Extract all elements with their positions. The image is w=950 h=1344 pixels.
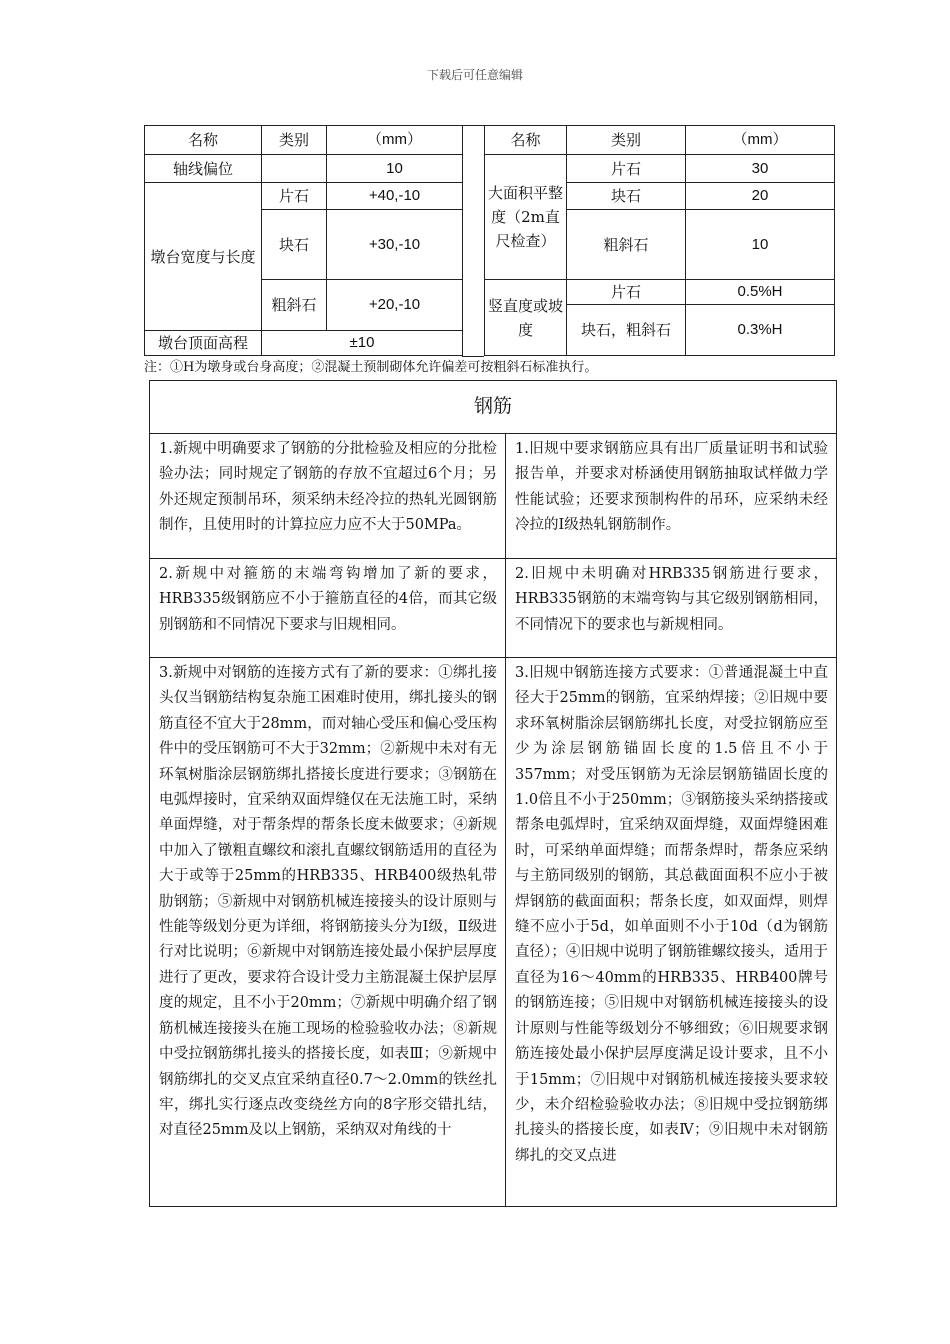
rebar-new-1: 1.新规中明确要求了钢筋的分批检验及相应的分批检验办法；同时规定了钢筋的存放不宜超过6个月；另外还规定预制吊环，须采纳未经冷拉的热轧光圆钢筋制作，且使用时的计算拉应力应不大于50MPa。 bbox=[150, 434, 506, 559]
left-tolerance-table bbox=[144, 125, 463, 356]
right-header-mm: （mm） bbox=[686, 126, 835, 155]
rebar-old-2: 2.旧规中未明确对HRB335钢筋进行要求，HRB335钢筋的末端弯钩与其它级别钢筋相同，不同情况下的要求也与新规相同。 bbox=[506, 559, 837, 658]
axis-offset-name: 轴线偏位 bbox=[145, 155, 262, 183]
right-header-type: 类别 bbox=[567, 126, 686, 155]
axis-offset-value: 10 bbox=[327, 155, 463, 183]
flat-value-3: 10 bbox=[686, 210, 835, 280]
axis-offset-type bbox=[262, 155, 327, 183]
width-value-3: +20,-10 bbox=[327, 280, 463, 331]
top-elevation-name: 墩台顶面高程 bbox=[145, 331, 262, 356]
flat-value-2: 20 bbox=[686, 183, 835, 210]
vert-value-2: 0.3%H bbox=[686, 305, 835, 356]
width-length-name: 墩台宽度与长度 bbox=[145, 183, 262, 331]
page-header: 下载后可任意编辑 bbox=[426, 68, 523, 82]
left-header-name: 名称 bbox=[145, 126, 262, 155]
vert-type-1: 片石 bbox=[567, 280, 686, 305]
rebar-old-1: 1.旧规中要求钢筋应具有出厂质量证明书和试验报告单，并要求对桥涵使用钢筋抽取试样做力学性能试验；还要求预制构件的吊环，应采纳未经冷拉的Ⅰ级热轧钢筋制作。 bbox=[506, 434, 837, 559]
width-type-1: 片石 bbox=[262, 183, 327, 210]
rebar-comparison-table bbox=[149, 380, 837, 1207]
flat-type-1: 片石 bbox=[567, 155, 686, 183]
flat-type-2: 块石 bbox=[567, 183, 686, 210]
right-tolerance-table bbox=[484, 125, 835, 356]
rebar-old-3: 3.旧规中钢筋连接方式要求：①普通混凝土中直径大于25mm的钢筋，宜采纳焊接；②旧规中要求环氧树脂涂层钢筋绑扎长度，对受拉钢筋应至少为涂层钢筋锚固长度的1.5倍且不小于357mm；对受压钢筋为无涂层钢筋锚固长度的1.0倍且不小于250mm；③钢筋接头采纳搭接或帮条电弧焊时，宜采纳双面焊缝，双面焊缝困难时，可采纳单面焊缝；而帮条焊时，帮条应采纳与主筋同级别的钢筋，其总截面面积不应小于被焊钢筋的截面面积；帮条长度，如双面焊，则焊缝不应小于5d，如单面则不小于10d（d为钢筋直径）；④旧规中说明了钢筋锥螺纹接头，适用于直径为16～40mm的HRB335、HRB400牌号的钢筋连接；⑤旧规中对钢筋机械连接接头的设计原则与性能等级划分不够细致；⑥旧规要求钢筋连接处最小保护层厚度满足设计要求，且不小于15mm；⑦旧规中对钢筋机械连接接头要求较少，未介绍检验验收办法；⑧旧规中受拉钢筋绑扎接头的搭接长度，如表Ⅳ；⑨旧规中未对钢筋绑扎的交叉点进 bbox=[506, 658, 837, 1207]
width-value-1: +40,-10 bbox=[327, 183, 463, 210]
left-header-mm: （mm） bbox=[327, 126, 463, 155]
top-elevation-value: ±10 bbox=[262, 331, 463, 356]
flatness-name: 大面积平整度（2m直尺检查） bbox=[485, 155, 567, 280]
rebar-new-2: 2.新规中对箍筋的末端弯钩增加了新的要求，HRB335级钢筋应不小于箍筋直径的4倍，而其它级别钢筋和不同情况下要求与旧规相同。 bbox=[150, 559, 506, 658]
right-header-name: 名称 bbox=[485, 126, 567, 155]
flat-value-1: 30 bbox=[686, 155, 835, 183]
flat-type-3: 粗斜石 bbox=[567, 210, 686, 280]
width-value-2: +30,-10 bbox=[327, 210, 463, 280]
table-gap bbox=[462, 125, 484, 357]
width-type-2: 块石 bbox=[262, 210, 327, 280]
verticality-name: 竖直度或坡度 bbox=[485, 280, 567, 356]
table-note: 注：①H为墩身或台身高度；②混凝土预制砌体允许偏差可按粗斜石标准执行。 bbox=[144, 360, 598, 375]
rebar-new-3: 3.新规中对钢筋的连接方式有了新的要求：①绑扎接头仅当钢筋结构复杂施工困难时使用，绑扎接头的钢筋直径不宜大于28mm，而对轴心受压和偏心受压构件中的受压钢筋可不大于32mm；②新规中未对有无环氧树脂涂层钢筋绑扎搭接长度进行要求；③钢筋在电弧焊接时，宜采纳双面焊缝仅在无法施工时，采纳单面焊缝，对于帮条焊的帮条长度未做要求；④新规中加入了镦粗直螺纹和滚扎直螺纹钢筋适用的直径为大于或等于25mm的HRB335、HRB400级热轧带肋钢筋；⑤新规中对钢筋机械连接接头的设计原则与性能等级划分更为详细，将钢筋接头分为Ⅰ级，Ⅱ级进行对比说明；⑥新规中对钢筋连接处最小保护层厚度进行了更改，要求符合设计受力主筋混凝土保护层厚度的规定，且不小于20mm；⑦新规中明确介绍了钢筋机械连接接头在施工现场的检验验收办法；⑧新规中受拉钢筋绑扎接头的搭接长度，如表Ⅲ；⑨新规中钢筋绑扎的交叉点宜采纳直径0.7～2.0mm的铁丝扎牢，绑扎实行逐点改变绕丝方向的8字形交错扎结，对直径25mm及以上钢筋，采纳双对角线的十 bbox=[150, 658, 506, 1207]
width-type-3: 粗斜石 bbox=[262, 280, 327, 331]
rebar-title: 钢筋 bbox=[150, 381, 837, 434]
left-header-type: 类别 bbox=[262, 126, 327, 155]
vert-type-2: 块石，粗斜石 bbox=[567, 305, 686, 356]
vert-value-1: 0.5%H bbox=[686, 280, 835, 305]
